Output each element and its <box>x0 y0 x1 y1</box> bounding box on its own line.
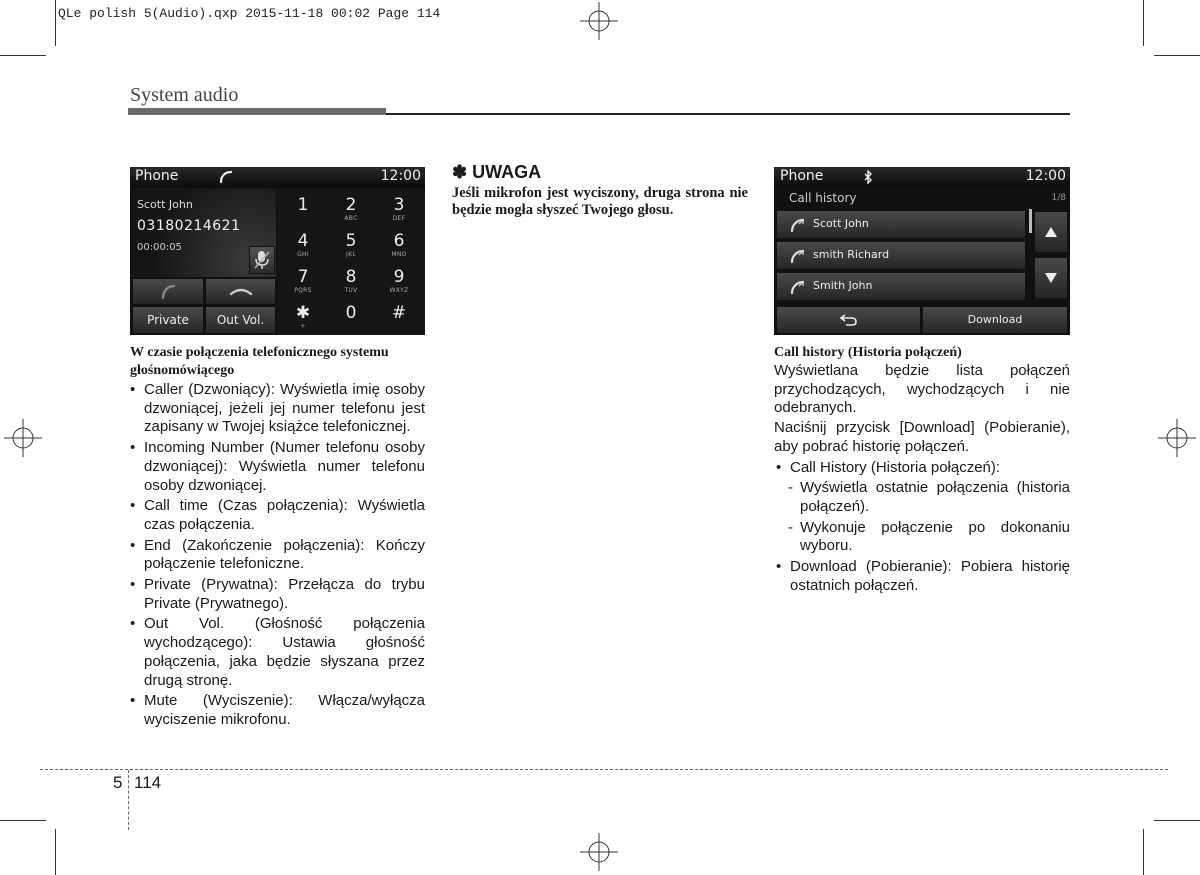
phone-handset-icon <box>218 170 234 184</box>
keypad-key[interactable] <box>376 265 422 299</box>
phone-call-screen <box>130 167 425 335</box>
scroll-down-button[interactable] <box>1034 257 1068 299</box>
clock: 12:00 <box>1025 168 1066 184</box>
left-caption: W czasie połączenia telefonicznego systemu głośnomówiącego <box>130 345 389 378</box>
key-letters: + <box>300 323 306 330</box>
phone-status-bar <box>130 167 425 187</box>
end-call-button[interactable] <box>205 278 276 305</box>
caller-info-panel <box>132 189 276 277</box>
right-bullet-list <box>774 459 1070 596</box>
key-digit: 1 <box>297 195 309 215</box>
key-digit: # <box>391 303 407 323</box>
crop-mark <box>1154 55 1200 56</box>
incoming-number: 03180214621 <box>137 218 241 234</box>
right-text-block <box>774 362 1070 597</box>
section-title: System audio <box>130 84 239 106</box>
key-digit: 0 <box>345 303 357 323</box>
phone-title: Phone <box>780 168 824 184</box>
keypad-key[interactable] <box>328 265 374 299</box>
right-caption: Call history (Historia połączeń) <box>774 345 962 360</box>
phone-handset-icon <box>789 279 807 295</box>
list-item <box>774 459 1070 557</box>
keypad-key[interactable] <box>376 193 422 227</box>
phone-handset-icon <box>158 282 178 302</box>
key-letters: WXYZ <box>389 287 409 294</box>
list-item: • Call time (Czas połączenia): Wyświetla czas połączenia. <box>128 497 425 534</box>
key-letters: GHI <box>297 251 309 258</box>
note-heading: ✽ UWAGA <box>452 162 542 182</box>
list-item: • End (Zakończenie połączenia): Kończy połączenie telefoniczne. <box>128 537 425 574</box>
list-scrollbar[interactable] <box>1029 209 1032 233</box>
crop-mark <box>0 820 46 821</box>
key-digit: 7 <box>297 267 309 287</box>
note-text: Jeśli mikrofon jest wyciszony, druga strona nie będzie mogła słyszeć Twojego głosu. <box>452 185 748 218</box>
registration-mark-icon <box>1158 419 1196 457</box>
list-item: • Mute (Wyciszenie): Włącza/wyłącza wyciszenie mikrofonu. <box>128 692 425 729</box>
key-letters: TUV <box>344 287 358 294</box>
phone-handset-icon <box>789 217 807 233</box>
list-item: • Out Vol. (Głośność połączenia wychodzącego): Ustawia głośność połączenia, jaka będzie słyszana przez drugą stronę. <box>128 615 425 690</box>
call-button[interactable] <box>132 278 204 305</box>
page-indicator: 1/8 <box>1051 193 1066 203</box>
back-button[interactable] <box>776 306 921 334</box>
keypad-key[interactable] <box>280 301 326 335</box>
crop-mark <box>55 0 56 46</box>
caller-name: Scott John <box>137 198 193 211</box>
scroll-up-button[interactable] <box>1034 211 1068 253</box>
call-history-name: Scott John <box>813 217 869 230</box>
key-letters: PQRS <box>294 287 312 294</box>
print-header: QLe polish 5(Audio).qxp 2015-11-18 00:02 Page 114 <box>58 6 441 21</box>
call-history-entry[interactable] <box>776 241 1026 270</box>
page-number: 114 <box>134 773 162 792</box>
arrow-down-icon <box>1044 272 1058 284</box>
title-rule <box>128 108 386 115</box>
key-letters: DEF <box>392 215 406 222</box>
list-item: - Wykonuje połączenie po dokonaniu wyboru. <box>774 519 1070 556</box>
list-item: • Caller (Dzwoniący): Wyświetla imię osoby dzwoniącej, jeżeli jej numer telefonu jest zapisany w Twojej książce telefonicznej. <box>128 381 425 437</box>
key-digit: 9 <box>393 267 405 287</box>
keypad-key[interactable] <box>280 229 326 263</box>
keypad-key[interactable] <box>280 193 326 227</box>
list-item: - Wyświetla ostatnie połączenia (historia połączeń). <box>774 479 1070 516</box>
call-history-subtitle: Call history <box>789 191 857 205</box>
right-bullet-2: Download (Pobieranie): Pobiera historię ostatnich połączeń. <box>790 558 1070 594</box>
keypad-key[interactable] <box>328 301 374 335</box>
dial-keypad <box>278 189 425 335</box>
key-digit: 3 <box>393 195 405 215</box>
microphone-mute-icon <box>250 247 274 273</box>
crop-mark <box>55 829 56 875</box>
left-bullet-list <box>128 381 425 732</box>
call-history-entry[interactable] <box>776 272 1026 301</box>
right-paragraph-2: Naciśnij przycisk [Download] (Pobieranie), aby pobrać historię połączeń. <box>774 419 1070 455</box>
crop-mark <box>1154 820 1200 821</box>
phone-handset-icon <box>789 248 807 264</box>
key-digit: ✱ <box>295 303 311 323</box>
call-time: 00:00:05 <box>137 242 182 253</box>
title-rule-thin <box>386 113 1070 115</box>
call-history-name: smith Richard <box>813 248 890 261</box>
arrow-up-icon <box>1044 226 1058 238</box>
crop-mark <box>1143 0 1144 46</box>
key-digit: 4 <box>297 231 309 251</box>
keypad-key[interactable] <box>328 229 374 263</box>
registration-mark-icon <box>4 419 42 457</box>
crop-mark <box>1143 829 1144 875</box>
chapter-number: 5 <box>113 773 123 792</box>
footer-separator <box>128 770 129 830</box>
key-digit: 8 <box>345 267 357 287</box>
out-vol-button[interactable]: Out Vol. <box>205 306 276 334</box>
right-dash-list <box>774 479 1070 556</box>
key-digit: 2 <box>345 195 357 215</box>
registration-mark-icon <box>580 833 618 871</box>
bluetooth-icon <box>863 170 873 184</box>
private-button[interactable]: Private <box>132 306 204 334</box>
right-paragraph-1: Wyświetlana będzie lista połączeń przychodzących, wychodzących i nie odebranych. <box>774 362 1070 417</box>
keypad-key[interactable] <box>328 193 374 227</box>
key-digit: 5 <box>345 231 357 251</box>
registration-mark-icon <box>580 2 618 40</box>
download-button[interactable]: Download <box>922 306 1068 334</box>
footer-rule <box>40 769 1168 770</box>
keypad-key[interactable] <box>376 229 422 263</box>
key-letters: JKL <box>346 251 356 258</box>
end-call-icon <box>228 282 254 302</box>
mute-button[interactable] <box>249 246 275 274</box>
key-letters: ABC <box>344 215 358 222</box>
phone-status-bar <box>774 167 1070 187</box>
key-digit: 6 <box>393 231 405 251</box>
keypad-key[interactable] <box>376 301 422 335</box>
call-history-screen <box>774 167 1070 335</box>
clock: 12:00 <box>380 168 421 184</box>
list-item: • Incoming Number (Numer telefonu osoby dzwoniącej): Wyświetla numer telefonu osoby dzwoniącej. <box>128 439 425 495</box>
crop-mark <box>0 55 46 56</box>
call-history-entry[interactable] <box>776 210 1026 239</box>
phone-title: Phone <box>135 168 179 184</box>
keypad-key[interactable] <box>280 265 326 299</box>
right-bullet-1: Call History (Historia połączeń): <box>790 458 1001 476</box>
back-arrow-icon <box>839 312 859 328</box>
call-history-name: Smith John <box>813 279 873 292</box>
list-item <box>774 558 1070 595</box>
key-letters: MNO <box>391 251 407 258</box>
list-item: • Private (Prywatna): Przełącza do trybu Private (Prywatnego). <box>128 576 425 613</box>
